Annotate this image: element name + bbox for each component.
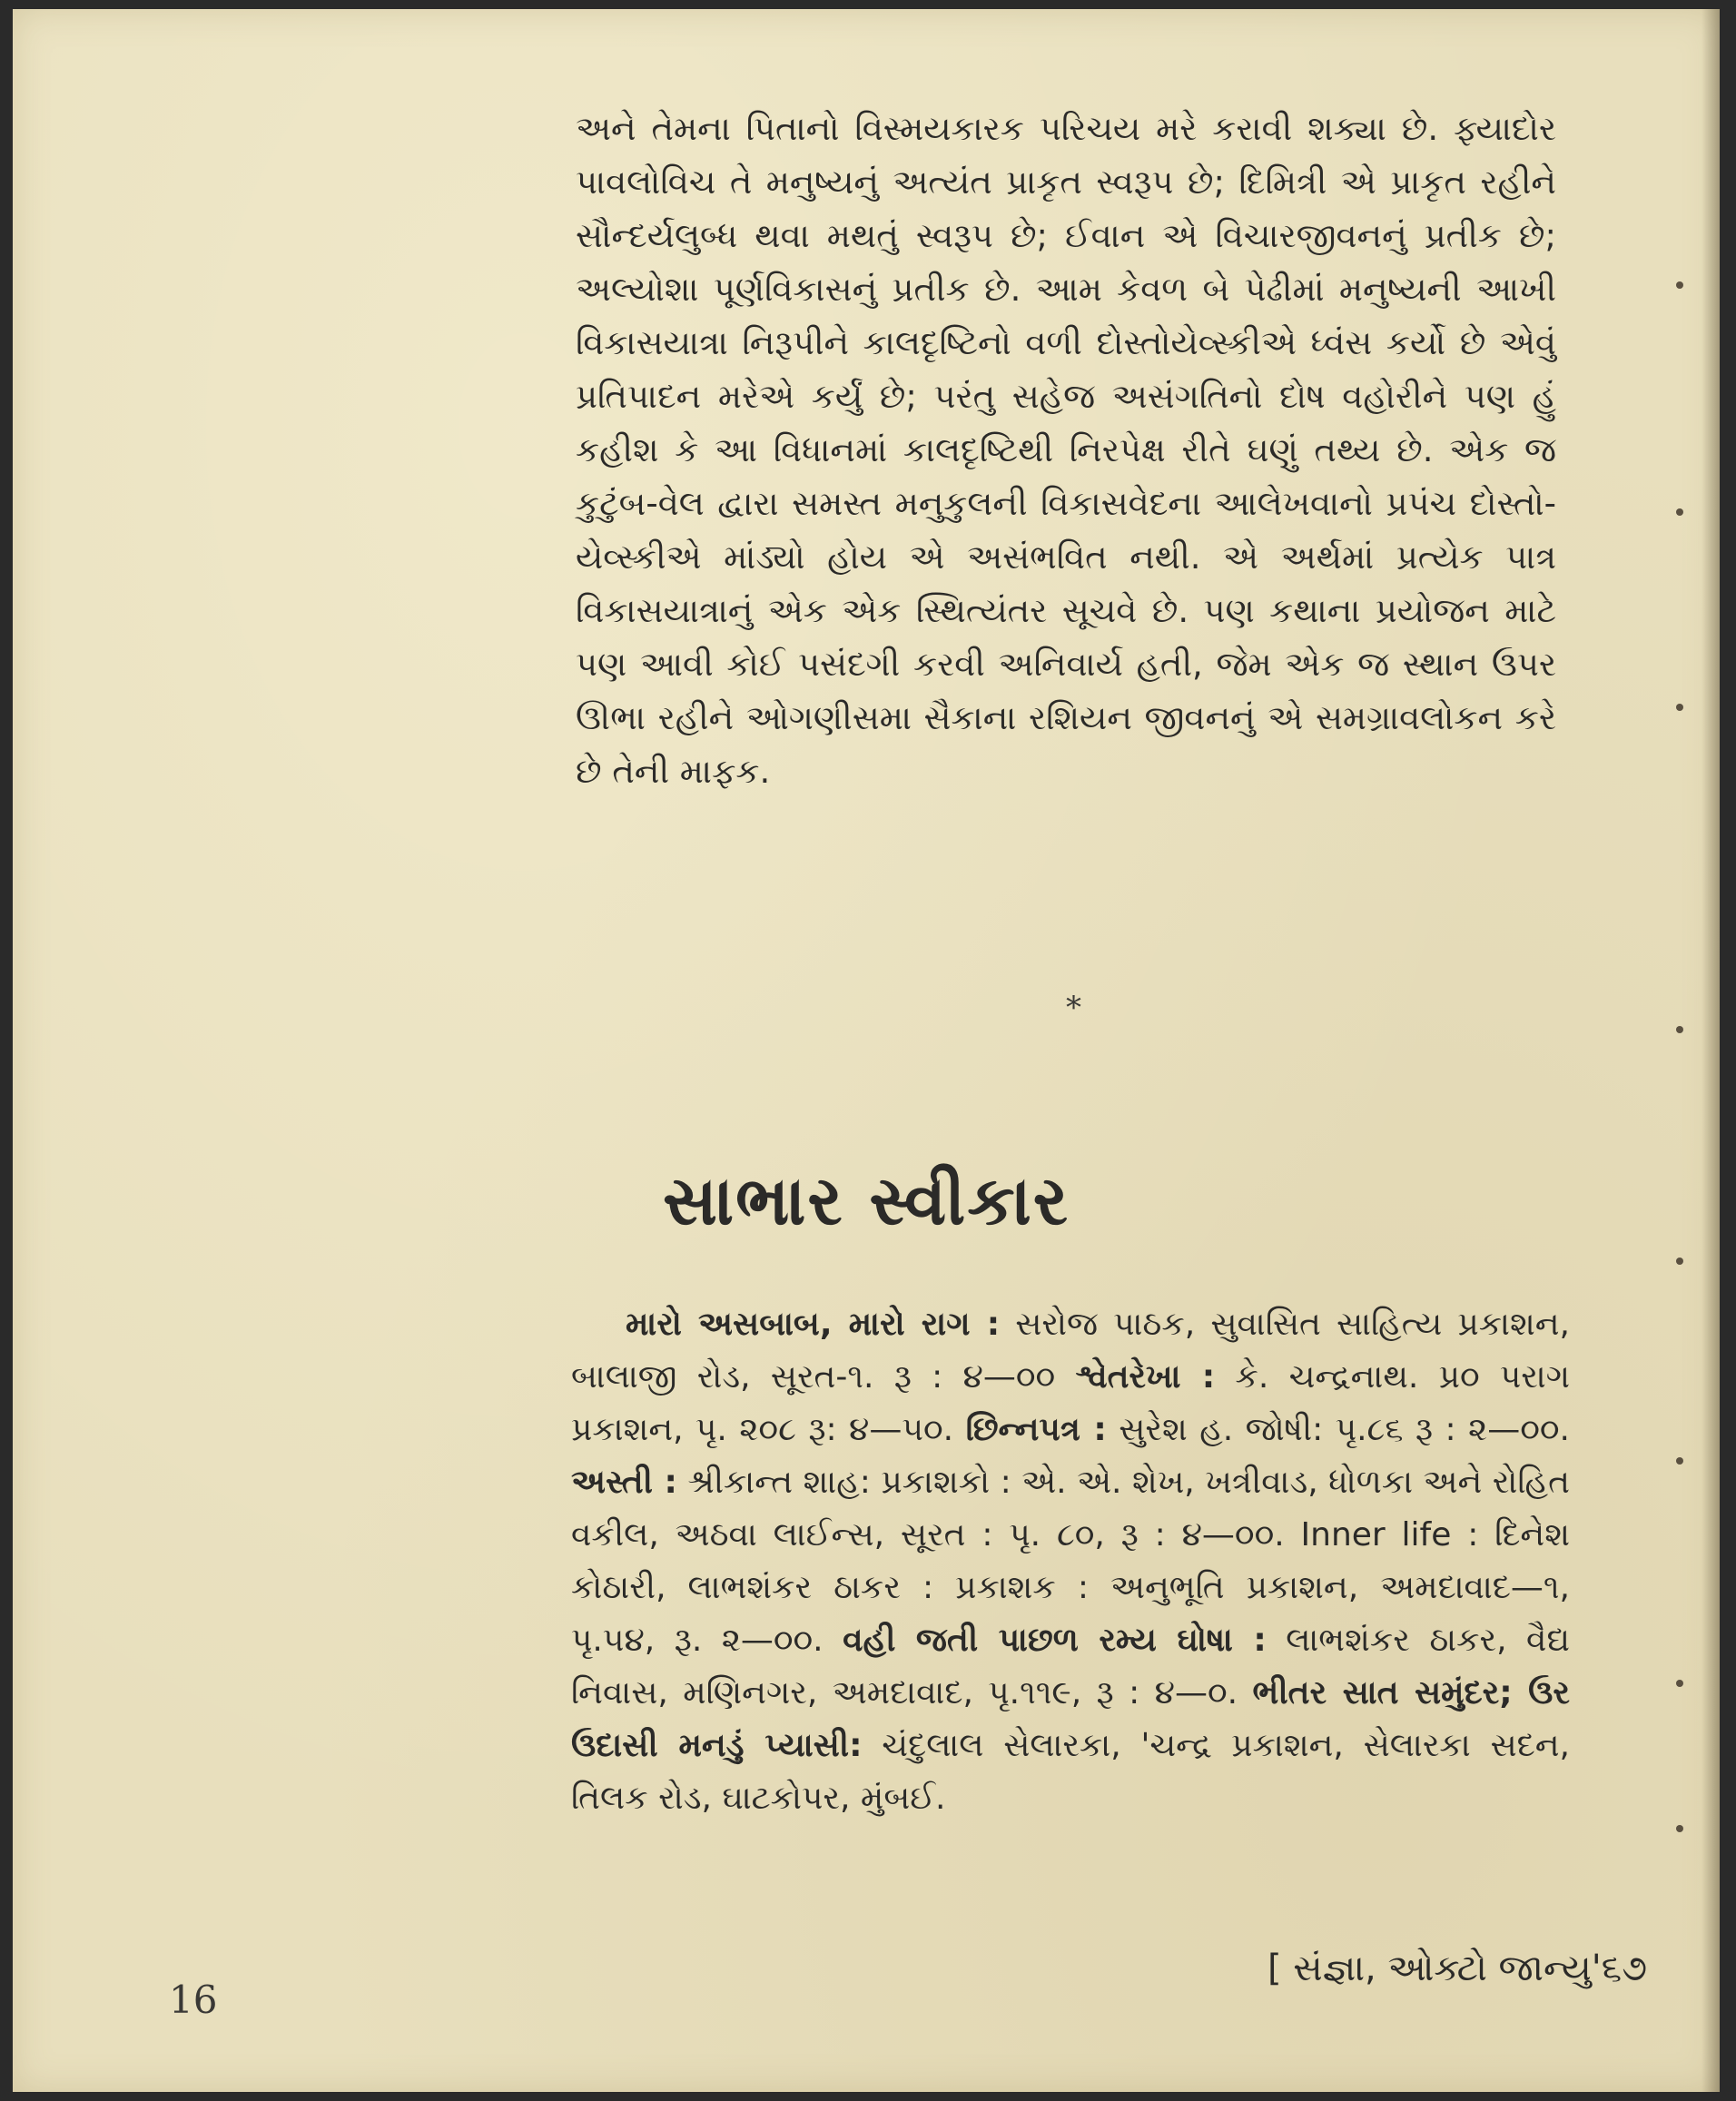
acknowledgement-heading: સાભાર સ્વીકાર: [663, 1162, 1070, 1240]
entry-title: અસ્તી :: [571, 1464, 677, 1501]
document-page: [13, 9, 1720, 2092]
acknowledgement-list: [571, 1298, 1570, 1825]
journal-reference: [ સંજ્ઞા, ઓક્ટો જાન્યુ'૬૭: [1267, 1948, 1647, 1989]
section-separator: *: [1066, 990, 1081, 1026]
entry-title: છિન્નપત્ર :: [965, 1411, 1107, 1448]
entry-details: ચંદુલાલ સેલારકા, 'ચન્દ્ર પ્રકાશન, સેલારકા સદન, તિલક રોડ, ઘાટકોપર, મુંબઈ.: [571, 1727, 1570, 1817]
article-paragraph: અને તેમના પિતાનો વિસ્મયકારક પરિચય મરે કરાવી શક્યા છે. ફ્યાદોર પાવલોવિચ તે મનુષ્યનું અત્યંત પ્રાકૃત સ્વરૂપ છે; દિમિત્રી એ પ્રાકૃત રહીને સૌન્દર્યલુબ્ધ થવા મથતું સ્વરૂપ છે; ઈવાન એ વિચારજીવનનું પ્રતીક છે; અલ્યોશા પૂર્ણવિકાસનું પ્રતીક છે. આમ કેવળ બે પેઢીમાં મનુષ્યની આખી વિકાસયાત્રા નિરૂપીને કાલદૃષ્ટિનો વળી દોસ્તોયેવ્સ્કીએ ધ્વંસ કર્યો છે એવું પ્રતિપાદન મરેએ કર્યું છે; પરંતુ સહેજ અસંગતિનો દોષ વહોરીને પણ હું કહીશ કે આ વિધાનમાં કાલદૃષ્ટિથી નિરપેક્ષ રીતે ઘણું તથ્ય છે. એક જ કુટુંબ-વેલ દ્વારા સમસ્ત મનુકુલની વિકાસવેદના આલેખવાનો પ્રપંચ દોસ્તો-યેવ્સ્કીએ માંડ્યો હોય એ અસંભવિત નથી. એ અર્થમાં પ્રત્યેક પાત્ર વિકાસયાત્રાનું એક એક સ્થિત્યંતર સૂચવે છે. પણ કથાના પ્રયોજન માટે પણ આવી કોઈ પસંદગી કરવી અનિવાર્ય હતી, જેમ એક જ સ્થાન ઉપર ઊભા રહીને ઓગણીસમા સૈકાના રશિયન જીવનનું એ સમગ્રાવલોકન કરે છે તેની માફક.: [576, 109, 1556, 791]
binding-hole: [1676, 1680, 1683, 1687]
binding-hole: [1676, 1457, 1683, 1465]
entry-details: સરોજ પાઠક, સુવાસિત સાહિત્ય પ્રકાશન, બાલાજી રોડ, સૂરત-૧. રૂ : ૪—૦૦: [571, 1306, 1571, 1396]
entry-title: મારો અસબાબ, મારો રાગ :: [626, 1306, 1001, 1343]
entry-details: કે. ચન્દ્રનાથ. પ્ર૦ પરાગ પ્રકાશન, પૃ. ૨૦૮ રૂ: ૪—૫૦.: [571, 1358, 1570, 1448]
page-number: 16: [169, 1978, 218, 2022]
binding-hole: [1676, 281, 1683, 289]
binding-hole: [1676, 704, 1683, 711]
binding-hole: [1676, 1258, 1683, 1265]
entry-title: વહી જતી પાછળ રમ્ય ઘોષા :: [843, 1622, 1267, 1659]
binding-hole: [1676, 1825, 1683, 1832]
entry-details: લાભશંકર ઠાકર, વૈદ્ય નિવાસ, મણિનગર, અમદાવાદ, પૃ.૧૧૯, રૂ : ૪—૦.: [571, 1622, 1570, 1711]
page-edge-shadow: [1701, 9, 1720, 2092]
entry-details: સુરેશ હ. જોષી: પૃ.૮૬ રૂ : ૨—૦૦.: [1106, 1411, 1570, 1448]
binding-hole: [1676, 508, 1683, 516]
binding-hole: [1676, 1026, 1683, 1033]
entry-details: શ્રીકાન્ત શાહ: પ્રકાશકો : એ. એ. શેખ, ખત્રીવાડ, ધોળકા અને રોહિત વકીલ, અઠવા લાઈન્સ, સૂરત : પૃ. ૮૦, રૂ : ૪—૦૦. Inner life : દિનેશ કોઠારી, લાભશંકર ઠાકર : પ્રકાશક : અનુભૂતિ પ્રકાશન, અમદાવાદ—૧, પૃ.૫૪, રૂ. ૨—૦૦.: [571, 1464, 1570, 1659]
entry-title: શ્વેતરેખા :: [1075, 1358, 1216, 1396]
entry-title: ભીતર સાત સમુંદર; ઉર ઉદાસી મનડું પ્યાસી:: [571, 1674, 1571, 1764]
